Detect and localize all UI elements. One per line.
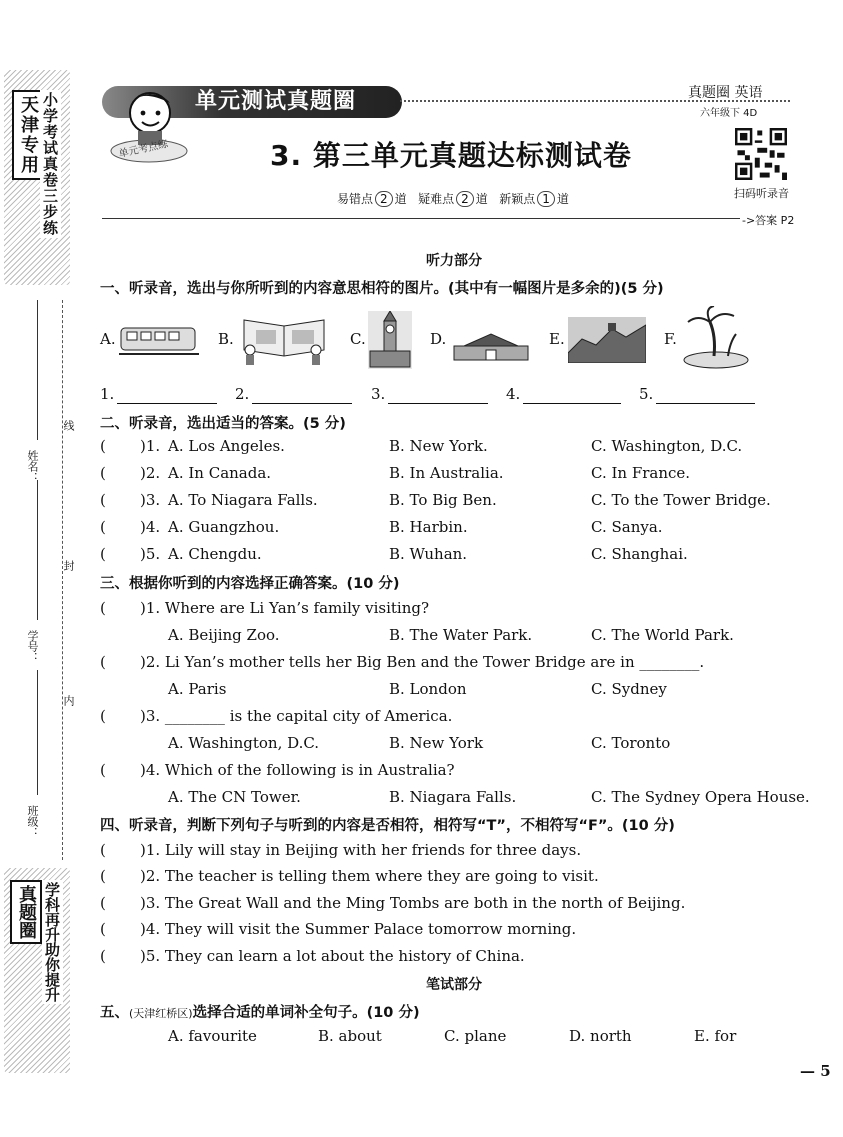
question-number: )1. [140,437,161,455]
option-b: B. Niagara Falls. [389,788,517,806]
question-number: )5. [140,545,161,563]
s3-question-2: )2. Li Yan’s mother tells her Big Ben and the Tower Bridge are in ________. [140,653,705,671]
s4-statement-2: )2. The teacher is telling them where they are going to visit. [140,867,599,885]
question-number: )4. [140,518,161,536]
answer-blank-3[interactable] [388,403,488,404]
question-number: )2. [140,464,161,482]
tiananmen-icon [450,330,532,364]
sidebar-title-tianjin: 天津专用 [12,90,44,180]
answer-paren[interactable]: ( [100,518,106,536]
picture-letter-b: B. [218,330,234,348]
qr-code-icon[interactable] [735,128,787,180]
great-wall-icon [568,317,646,363]
answer-paren[interactable]: ( [100,599,106,617]
option-a: A. Paris [168,680,227,698]
banner-title: 单元测试真题圈 [195,89,357,114]
s3-question-1: )1. Where are Li Yan’s family visiting? [140,599,430,617]
section5-region: (天津红桥区) [129,1007,193,1020]
cut-line-char-2: 封 [62,560,75,571]
option-b: B. Harbin. [389,518,468,536]
section1-title: 一、听录音，选出与你所听到的内容意思相符的图片。(其中有一幅图片是多余的)(5 分) [100,281,664,297]
sidebar-brand-zhentiquan: 真题圈 [10,880,42,944]
answer-paren[interactable]: ( [100,653,106,671]
class-field-line [37,670,38,795]
option-c: C. The Sydney Opera House. [591,788,810,806]
s3-question-4: )4. Which of the following is in Australia? [140,761,455,779]
answer-paren[interactable]: ( [100,545,106,563]
answer-paren[interactable]: ( [100,761,106,779]
answer-reference: ->答案 P2 [742,214,795,227]
sidebar-brand-slogan: 学科再升助你提升 [43,882,61,1002]
answer-paren[interactable]: ( [100,867,106,885]
grade-label: 六年级下 4D [700,108,758,119]
option-b: B. London [389,680,467,698]
word-option-e: E. for [694,1027,737,1045]
s4-statement-3: )3. The Great Wall and the Ming Tombs are both in the north of Beijing. [140,894,686,912]
series-subject: 真题圈 英语 [688,85,763,101]
qr-caption: 扫码听录音 [734,187,789,200]
answer-paren[interactable]: ( [100,947,106,965]
class-label: 班级： [26,805,39,838]
option-a: A. The CN Tower. [168,788,301,806]
word-option-a: A. favourite [168,1027,257,1045]
option-a: A. Washington, D.C. [168,734,320,752]
stat-count-difficult: 2 [456,191,474,207]
page-number: — 5 [800,1062,831,1080]
option-b: B. Wuhan. [389,545,468,563]
option-b: B. To Big Ben. [389,491,497,509]
option-c: C. Shanghai. [591,545,688,563]
name-label: 姓名： [26,450,39,483]
stat-count-novel: 1 [537,191,555,207]
answer-paren[interactable]: ( [100,491,106,509]
answer-blank-4[interactable] [523,403,621,404]
answer-label-4: 4. [506,385,521,403]
word-option-c: C. plane [444,1027,507,1045]
answer-label-1: 1. [100,385,115,403]
option-c: C. To the Tower Bridge. [591,491,771,509]
word-option-d: D. north [569,1027,632,1045]
difficulty-stats [337,190,569,207]
student-id-field-line [37,480,38,620]
page-title: 3. 第三单元真题达标测试卷 [270,139,632,172]
picture-letter-d: D. [430,330,447,348]
answer-blank-5[interactable] [656,403,755,404]
option-c: C. Sydney [591,680,667,698]
sidebar-series-name: 小学考试真卷三步练 [41,92,59,236]
cut-line-char-1: 线 [62,420,75,431]
s4-statement-1: )1. Lily will stay in Beijing with her friends for three days. [140,841,582,859]
unit-badge-text: 单元考点练 [117,138,170,161]
writing-heading: 笔试部分 [426,977,482,993]
picture-letter-e: E. [549,330,565,348]
option-c: C. Toronto [591,734,671,752]
section5-instruction: 选择合适的单词补全句子。(10 分) [192,1005,420,1021]
option-b: B. New York [389,734,484,752]
answer-label-3: 3. [371,385,386,403]
question-number: )3. [140,491,161,509]
student-id-label: 学号： [26,630,39,663]
option-b: B. The Water Park. [389,626,533,644]
option-a: A. Los Angeles. [168,437,285,455]
section2-title: 二、听录音，选出适当的答案。(5 分) [100,416,346,432]
word-option-b: B. about [318,1027,382,1045]
cut-line-char-3: 内 [62,695,75,706]
picture-letter-f: F. [664,330,677,348]
option-a: A. Beijing Zoo. [168,626,280,644]
answer-blank-1[interactable] [117,403,217,404]
answer-paren[interactable]: ( [100,894,106,912]
stat-unit: 道 [556,192,569,206]
option-c: C. Sanya. [591,518,663,536]
answer-paren[interactable]: ( [100,464,106,482]
option-a: A. To Niagara Falls. [168,491,318,509]
stat-label-novel: 新颖点 [499,192,536,206]
s3-question-3: )3. ________ is the capital city of America. [140,707,453,725]
answer-label-5: 5. [639,385,654,403]
section4-title: 四、听录音，判断下列句子与听到的内容是否相符，相符写“T”，不相符写“F”。(10 分) [100,818,675,834]
answer-paren[interactable]: ( [100,437,106,455]
option-c: C. In France. [591,464,691,482]
cut-line [62,300,63,860]
option-b: B. In Australia. [389,464,504,482]
big-ben-icon [368,311,412,369]
option-a: A. Guangzhou. [168,518,280,536]
stat-label-error-prone: 易错点 [337,192,374,206]
stat-label-difficult: 疑难点 [418,192,455,206]
s4-statement-5: )5. They can learn a lot about the history of China. [140,947,525,965]
stat-count-error-prone: 2 [375,191,393,207]
island-icon [680,306,752,370]
answer-label-2: 2. [235,385,250,403]
picture-letter-a: A. [100,330,116,348]
listening-heading: 听力部分 [426,253,482,269]
header-divider [102,218,740,219]
children-book-icon [236,310,332,366]
option-b: B. New York. [389,437,488,455]
answer-blank-2[interactable] [252,403,352,404]
answer-paren[interactable]: ( [100,841,106,859]
section5-number: 五、 [100,1005,129,1021]
name-field-line [37,300,38,440]
answer-paren[interactable]: ( [100,707,106,725]
option-a: A. Chengdu. [168,545,262,563]
answer-paren[interactable]: ( [100,920,106,938]
option-a: A. In Canada. [168,464,272,482]
option-c: C. Washington, D.C. [591,437,743,455]
section3-title: 三、根据你听到的内容选择正确答案。(10 分) [100,576,400,592]
train-icon [119,320,199,362]
stat-unit: 道 [475,192,488,206]
section5-title [100,1001,420,1022]
stat-unit: 道 [394,192,407,206]
s4-statement-4: )4. They will visit the Summer Palace tomorrow morning. [140,920,577,938]
option-c: C. The World Park. [591,626,734,644]
picture-letter-c: C. [350,330,366,348]
